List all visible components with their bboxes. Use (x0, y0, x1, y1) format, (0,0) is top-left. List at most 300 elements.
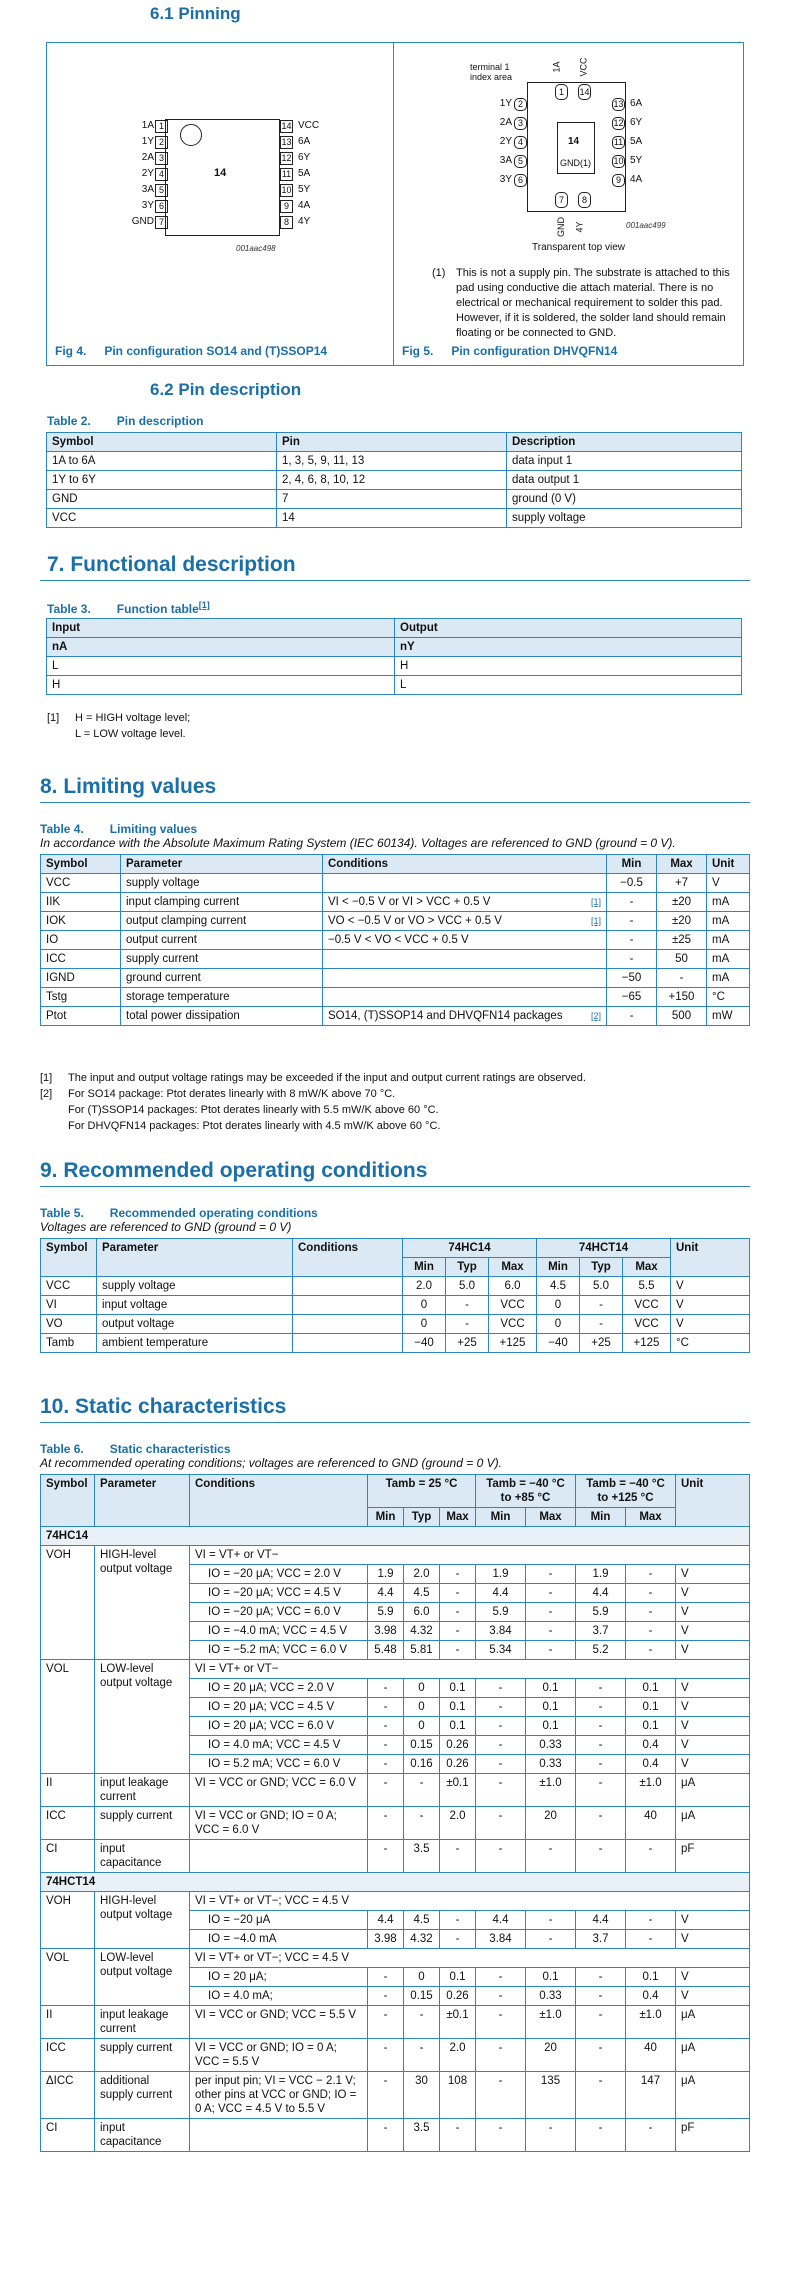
table-cell: 4.5 (404, 1584, 440, 1603)
table-row (41, 1296, 750, 1315)
table6-subheader: Max (526, 1508, 576, 1527)
table-row (41, 1892, 750, 1911)
table-cell: 5.34 (476, 1641, 526, 1660)
table4-caption-text: Limiting values (109, 822, 198, 836)
table-cell: GND (47, 490, 277, 509)
fig4-right-pin-label: 5A (298, 168, 311, 179)
table-cell-symbol: IGND (41, 969, 121, 988)
table-cell: 5.2 (576, 1641, 626, 1660)
table-cell-conditions (323, 988, 585, 1007)
table-row (41, 2119, 750, 2152)
footnote-ref-link[interactable]: [1] (590, 916, 601, 926)
fig4-left-pin-label: GND (131, 216, 154, 227)
table-cell-unit: mA (707, 931, 750, 950)
table-cell: 0.1 (626, 1679, 676, 1698)
table-cell: 20 (526, 1807, 576, 1840)
table-cell-conditions: −0.5 V < VO < VCC + 0.5 V (323, 931, 585, 950)
table2-caption-num: Table 2. (47, 414, 91, 428)
fig5-code: 001aac499 (626, 221, 666, 230)
table-cell: V (676, 1622, 750, 1641)
table-row (41, 893, 750, 912)
table-cell: 2.0 (404, 1565, 440, 1584)
table-cell-max: +150 (657, 988, 707, 1007)
table-row (41, 1660, 750, 1679)
table-cell: 147 (626, 2072, 676, 2119)
table-cell: - (476, 1987, 526, 2006)
table-cell: - (526, 1911, 576, 1930)
table4-header-conditions: Conditions (323, 855, 607, 874)
table-cell: - (404, 1774, 440, 1807)
table-cell: 1, 3, 5, 9, 11, 13 (277, 452, 507, 471)
table-row (41, 969, 750, 988)
table-cell: - (626, 1911, 676, 1930)
fig5-top-pin-label: VCC (578, 57, 589, 77)
fig4-center-label: 14 (214, 167, 227, 179)
table3-header-input: Input (47, 619, 395, 638)
table4-header-unit: Unit (707, 855, 750, 874)
fig5-center-label: 14 (568, 136, 580, 147)
table-cell: supply current (95, 2039, 190, 2072)
table6-subheader: Max (440, 1508, 476, 1527)
fig4-right-pin-number: 11 (281, 169, 292, 179)
table-cell: 2, 4, 6, 8, 10, 12 (277, 471, 507, 490)
table3-function-table (46, 618, 742, 695)
table-cell-conditions: VI = VT+ or VT−; VCC = 4.5 V (190, 1892, 750, 1911)
table-cell: 3.84 (476, 1930, 526, 1949)
table-row (41, 1315, 750, 1334)
table-cell: input voltage (97, 1296, 293, 1315)
fig4-left-pin-label: 3Y (141, 200, 154, 211)
table5-caption (40, 1206, 318, 1220)
table-cell-symbol: VOL (41, 1660, 95, 1774)
fig5-view-label: Transparent top view (532, 242, 626, 253)
table-cell-unit: °C (707, 988, 750, 1007)
fig4-left-pin-number: 2 (155, 136, 168, 149)
table-cell: per input pin; VI = VCC − 2.1 V; other pins at VCC or GND; IO = 0 A; VCC = 4.5 V to 5.5 V (190, 2072, 368, 2119)
table-cell-symbol: IOK (41, 912, 121, 931)
table-row (41, 1774, 750, 1807)
table-cell-conditions: IO = −5.2 mA; VCC = 6.0 V (190, 1641, 368, 1660)
table-cell: VO (41, 1315, 97, 1334)
table-cell: - (476, 1698, 526, 1717)
fig5-bottom-pin-number: 7 (555, 192, 568, 208)
table-cell-unit: mA (707, 912, 750, 931)
table-cell: VI = VCC or GND; VCC = 5.5 V (190, 2006, 368, 2039)
table-cell: +125 (623, 1334, 671, 1353)
table-cell: - (626, 1565, 676, 1584)
table-cell: II (41, 2006, 95, 2039)
table-cell: 3.7 (576, 1930, 626, 1949)
table-row (47, 452, 742, 471)
table-cell: V (676, 1679, 750, 1698)
table-cell-conditions: VI = VT+ or VT− (190, 1546, 750, 1565)
table-row (41, 1840, 750, 1873)
fig4-left-pin-label: 1A (141, 120, 154, 131)
table5-recommended-conditions (40, 1238, 750, 1353)
footnote-line (40, 1070, 586, 1086)
section-heading-functional: 7. Functional description (47, 553, 296, 576)
fig4-right-pin-label: 5Y (298, 184, 311, 195)
table-cell: 4.4 (368, 1911, 404, 1930)
fig4-left-pin-number: 1 (155, 120, 168, 133)
table-cell: output voltage (97, 1315, 293, 1334)
table-cell: 5.9 (576, 1603, 626, 1622)
table-cell: - (580, 1315, 623, 1334)
table-cell-unit: mA (707, 950, 750, 969)
table-cell: - (368, 1717, 404, 1736)
table-cell-conditions (323, 950, 585, 969)
table-cell: 3.5 (404, 2119, 440, 2152)
table5-header-unit: Unit (671, 1239, 750, 1277)
fig4-left-pin-label: 3A (141, 184, 154, 195)
table-cell: 1A to 6A (47, 452, 277, 471)
table-cell: 1.9 (576, 1565, 626, 1584)
table4-header-max: Max (657, 855, 707, 874)
table-cell: supply voltage (97, 1277, 293, 1296)
table-row (41, 931, 750, 950)
table-cell-ref (585, 950, 607, 969)
fig4-caption-text: Pin configuration SO14 and (T)SSOP14 (104, 344, 328, 358)
table-cell: L (47, 657, 395, 676)
table-cell-parameter: LOW-level output voltage (95, 1660, 190, 1774)
fig4-right-pin-label: 6A (298, 136, 311, 147)
table-cell-conditions: IO = 20 μA; VCC = 4.5 V (190, 1698, 368, 1717)
table6-caption-text: Static characteristics (109, 1442, 231, 1456)
table-cell: - (576, 1698, 626, 1717)
fig5-left-pin-label: 2Y (499, 136, 512, 147)
fig4-right-pin-label: 4Y (298, 216, 311, 227)
fig4-right-pin-number: 10 (281, 185, 292, 195)
fig5-right-pin-label: 4A (630, 174, 643, 185)
fig5-right-pin-number: 11 (613, 137, 624, 147)
table-cell: II (41, 1774, 95, 1807)
table-cell: - (368, 1736, 404, 1755)
table-cell: 4.4 (576, 1911, 626, 1930)
table6-subheader: Min (476, 1508, 526, 1527)
table-cell: 0.26 (440, 1755, 476, 1774)
table-cell-ref (585, 931, 607, 950)
table2-header-symbol: Symbol (47, 433, 277, 452)
table-cell: 4.5 (404, 1911, 440, 1930)
section-heading-pin-description: 6.2 Pin description (150, 380, 302, 399)
table-cell-parameter: ground current (121, 969, 323, 988)
table-cell: 3.5 (404, 1840, 440, 1873)
table-cell: - (526, 1840, 576, 1873)
table-row (47, 657, 742, 676)
table6-header-tamb-125: Tamb = −40 °C to +125 °C (576, 1475, 676, 1508)
table-cell: - (626, 1584, 676, 1603)
section-heading-pinning: 6.1 Pinning (150, 4, 241, 23)
table-cell: 3.98 (368, 1930, 404, 1949)
fig5-right-pin-label: 6A (630, 98, 643, 109)
table-cell: ±1.0 (526, 2006, 576, 2039)
table-cell: V (676, 1603, 750, 1622)
table-cell-ref (585, 874, 607, 893)
table6-header-tamb-85: Tamb = −40 °C to +85 °C (476, 1475, 576, 1508)
fig5-right-pin-label: 6Y (630, 117, 643, 128)
table-cell-parameter: supply current (121, 950, 323, 969)
table-cell: 1Y to 6Y (47, 471, 277, 490)
table-section-label: 74HC14 (41, 1527, 750, 1546)
table-cell-min: −0.5 (607, 874, 657, 893)
table-cell: 0.26 (440, 1736, 476, 1755)
table-cell: - (526, 1603, 576, 1622)
table5-header-conditions: Conditions (293, 1239, 403, 1277)
table-cell-max: 50 (657, 950, 707, 969)
table2-header-description: Description (507, 433, 742, 452)
table-cell: 0 (404, 1968, 440, 1987)
table-cell-conditions: IO = 20 μA; VCC = 6.0 V (190, 1717, 368, 1736)
table-cell: ambient temperature (97, 1334, 293, 1353)
table-row (41, 2039, 750, 2072)
table-cell: - (368, 2072, 404, 2119)
table5-header-74hc14: 74HC14 (403, 1239, 537, 1258)
fig4-right-pin-label: VCC (298, 120, 320, 131)
table-cell: 1.9 (476, 1565, 526, 1584)
section-rule (40, 580, 750, 581)
table-cell: 4.4 (476, 1584, 526, 1603)
table-cell: VCC (41, 1277, 97, 1296)
table-cell: V (671, 1315, 750, 1334)
table5-subheader: Typ (580, 1258, 623, 1277)
table-cell: - (368, 1987, 404, 2006)
fig5-right-pin-number: 13 (613, 99, 624, 109)
fig5-bottom-pin-number: 8 (578, 192, 591, 208)
table-cell-max: - (657, 969, 707, 988)
table-cell: V (671, 1296, 750, 1315)
table-cell: - (476, 1807, 526, 1840)
table-cell: - (368, 1679, 404, 1698)
table-cell: input leakage current (95, 1774, 190, 1807)
table-cell: 0.15 (404, 1987, 440, 2006)
table-cell: 5.0 (580, 1277, 623, 1296)
table-row (41, 1546, 750, 1565)
table-cell: 0.1 (526, 1968, 576, 1987)
table-cell: - (440, 1641, 476, 1660)
table2-pin-description (46, 432, 742, 528)
table-row (41, 1007, 750, 1026)
table-cell: V (676, 1698, 750, 1717)
fig5-left-pin-label: 3A (499, 155, 512, 166)
table2-caption-text: Pin description (116, 414, 204, 428)
section-heading-recommended: 9. Recommended operating conditions (40, 1159, 428, 1182)
table-cell-conditions: VI < −0.5 V or VI > VCC + 0.5 V (323, 893, 585, 912)
table-cell: data output 1 (507, 471, 742, 490)
table-cell (190, 1840, 368, 1873)
table-cell: - (476, 1968, 526, 1987)
table-cell: - (476, 1736, 526, 1755)
table-cell: - (576, 2072, 626, 2119)
table-cell: - (526, 1565, 576, 1584)
table-cell-parameter: supply voltage (121, 874, 323, 893)
footnote-line (40, 1118, 586, 1134)
table5-caption-num: Table 5. (40, 1206, 84, 1220)
table-cell-ref (585, 988, 607, 1007)
table-cell-symbol: VOH (41, 1546, 95, 1660)
fig5-caption-text: Pin configuration DHVQFN14 (451, 344, 618, 358)
table-cell-min: - (607, 950, 657, 969)
table3-footnote-ref[interactable]: [1] (198, 600, 210, 610)
table-cell-ref (585, 969, 607, 988)
table-cell-symbol: IIK (41, 893, 121, 912)
table-cell: VCC (623, 1315, 671, 1334)
table-cell-symbol: Ptot (41, 1007, 121, 1026)
table-cell-conditions: IO = −4.0 mA; VCC = 4.5 V (190, 1622, 368, 1641)
table6-header-conditions: Conditions (190, 1475, 368, 1527)
section-heading-static: 10. Static characteristics (40, 1395, 287, 1418)
table-cell: - (626, 1840, 676, 1873)
table-cell: - (576, 2039, 626, 2072)
table-cell: - (576, 1736, 626, 1755)
table-cell-parameter: output clamping current (121, 912, 323, 931)
table-cell: - (476, 2072, 526, 2119)
table-cell: - (626, 2119, 676, 2152)
table-cell: pF (676, 2119, 750, 2152)
table-cell-conditions: IO = 20 μA; (190, 1968, 368, 1987)
table-cell-conditions (323, 874, 585, 893)
table-cell: CI (41, 2119, 95, 2152)
table-cell: - (576, 1679, 626, 1698)
table-cell-min: −50 (607, 969, 657, 988)
table5-caption-text: Recommended operating conditions (109, 1206, 318, 1220)
section-rule (40, 802, 750, 803)
table-cell: 5.9 (476, 1603, 526, 1622)
table-cell (293, 1277, 403, 1296)
table-cell-ref (585, 1007, 607, 1026)
table6-header-unit: Unit (676, 1475, 750, 1527)
table5-header-74hct14: 74HCT14 (537, 1239, 671, 1258)
table-cell: - (626, 1622, 676, 1641)
table-cell: 0.33 (526, 1736, 576, 1755)
table-cell: ±1.0 (626, 2006, 676, 2039)
table-cell: V (676, 1930, 750, 1949)
table-cell: 0 (404, 1717, 440, 1736)
table-cell: 1.9 (368, 1565, 404, 1584)
footnote-ref-link[interactable]: [1] (590, 897, 601, 907)
table-cell-parameter: HIGH-level output voltage (95, 1546, 190, 1660)
fig4-left-pin-label: 1Y (141, 136, 154, 147)
table-cell: - (404, 2039, 440, 2072)
table-cell: - (368, 1755, 404, 1774)
table-cell: μA (676, 1774, 750, 1807)
table-cell: V (676, 1717, 750, 1736)
fig4-pin1-marker (180, 124, 202, 146)
table-cell (293, 1296, 403, 1315)
table-cell: - (368, 2006, 404, 2039)
table-cell: CI (41, 1840, 95, 1873)
table-cell: VI = VCC or GND; IO = 0 A; VCC = 6.0 V (190, 1807, 368, 1840)
table-section-row (41, 1873, 750, 1892)
table2-caption (47, 414, 203, 428)
table-cell: V (676, 1641, 750, 1660)
table3-footnote-line2: L = LOW voltage level. (75, 728, 186, 740)
table-cell: VI = VCC or GND; IO = 0 A; VCC = 5.5 V (190, 2039, 368, 2072)
table-cell: - (526, 1930, 576, 1949)
table-cell: - (476, 2006, 526, 2039)
fig4-left-pin-number: 4 (155, 168, 168, 181)
table-cell: −40 (403, 1334, 446, 1353)
fig5-right-pin-label: 5A (630, 136, 643, 147)
table-cell: - (404, 1807, 440, 1840)
table-cell: - (526, 2119, 576, 2152)
table-cell: 108 (440, 2072, 476, 2119)
table5-subheader: Max (623, 1258, 671, 1277)
table-cell: μA (676, 2039, 750, 2072)
table-cell: 40 (626, 1807, 676, 1840)
table-cell: - (580, 1296, 623, 1315)
table3-footnote (47, 710, 190, 742)
fig5-right-pin-number: 12 (613, 118, 624, 128)
table4-header-parameter: Parameter (121, 855, 323, 874)
table-cell: 0.4 (626, 1987, 676, 2006)
table-cell: ICC (41, 2039, 95, 2072)
fig5-top-pin-number: 1 (555, 84, 568, 100)
table-cell: 2.0 (403, 1277, 446, 1296)
table6-caption-num: Table 6. (40, 1442, 84, 1456)
table-cell: 5.5 (623, 1277, 671, 1296)
fig5-top-pin-number: 14 (578, 84, 591, 100)
table-cell: - (476, 2119, 526, 2152)
table-cell: °C (671, 1334, 750, 1353)
fig4-caption-num: Fig 4. (55, 344, 87, 358)
table-cell: - (476, 1679, 526, 1698)
table-cell: −40 (537, 1334, 580, 1353)
fig5-right-pin-number: 10 (613, 156, 624, 166)
table-cell: VCC (47, 509, 277, 528)
fig4-code: 001aac498 (236, 244, 276, 253)
table-cell: ground (0 V) (507, 490, 742, 509)
table-cell-max: ±25 (657, 931, 707, 950)
fig4-left-pin-number: 3 (155, 152, 168, 165)
table-cell: - (404, 2006, 440, 2039)
table-cell: 0.1 (440, 1717, 476, 1736)
fig5-left-pin-label: 1Y (499, 98, 512, 109)
table-cell: 0.15 (404, 1736, 440, 1755)
table-cell: - (476, 2039, 526, 2072)
table6-header-parameter: Parameter (95, 1475, 190, 1527)
table-cell-conditions: VI = VT+ or VT−; VCC = 4.5 V (190, 1949, 750, 1968)
table5-subheader: Min (537, 1258, 580, 1277)
table-cell: - (626, 1603, 676, 1622)
table-cell: - (576, 1968, 626, 1987)
table-cell: μA (676, 1807, 750, 1840)
fig5-left-pin-label: 2A (499, 117, 512, 128)
table-cell: input capacitance (95, 2119, 190, 2152)
section-heading-limiting: 8. Limiting values (40, 775, 217, 798)
fig5-caption (402, 344, 617, 358)
table-cell-symbol: VOH (41, 1892, 95, 1949)
fig4-right-pin-number: 9 (280, 200, 293, 213)
table-cell: H (47, 676, 395, 695)
table-cell: - (576, 2119, 626, 2152)
table-cell: +25 (446, 1334, 489, 1353)
table-cell: 3.7 (576, 1622, 626, 1641)
table-cell: 0 (404, 1679, 440, 1698)
table-cell: - (440, 1603, 476, 1622)
table4-caption-num: Table 4. (40, 822, 84, 836)
table-cell: - (476, 1774, 526, 1807)
table3-caption-text: Function table (116, 602, 199, 616)
table-cell: 0.1 (526, 1717, 576, 1736)
table-cell: 30 (404, 2072, 440, 2119)
fig5-gnd-label: GND(1) (560, 158, 591, 168)
table-cell: 0.33 (526, 1755, 576, 1774)
footnote-ref-link[interactable]: [2] (590, 1011, 601, 1021)
table-cell: 0 (403, 1296, 446, 1315)
table-cell: VCC (489, 1296, 537, 1315)
table6-subheader: Min (576, 1508, 626, 1527)
table-cell-unit: mW (707, 1007, 750, 1026)
